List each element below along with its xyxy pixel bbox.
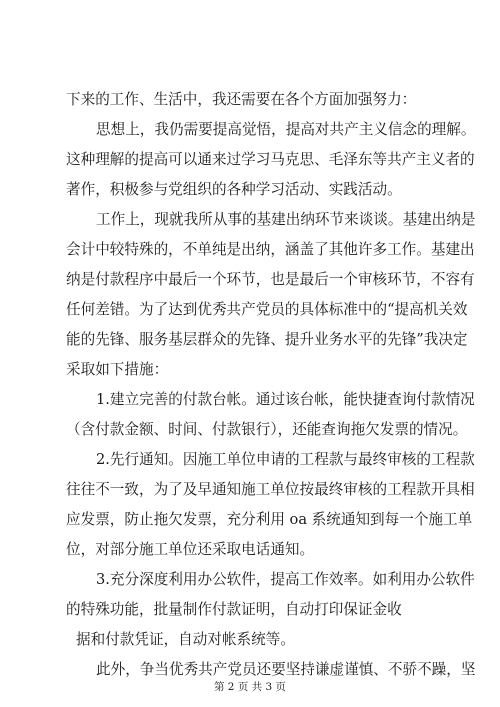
body-line: 采取如下措施： <box>66 361 169 378</box>
body-line: 的特殊功能，批量制作付款证明，自动打印保证金收 <box>66 601 402 618</box>
page-number-footer: 第 2 页 共 3 页 <box>213 681 287 693</box>
list-item-line: 2.先行通知。因施工单位申请的工程款与最终审核的工程款 <box>96 451 475 468</box>
body-line: 纳是付款程序中最后一个环节，也是最后一个审核环节，不容有 <box>66 271 475 288</box>
paragraph-line: 思想上，我仍需要提高觉悟，提高对共产主义信念的理解。 <box>96 121 476 138</box>
body-line: 据和付款凭证，自动对帐系统等。 <box>76 631 295 648</box>
body-line: 任何差错。为了达到优秀共产党员的具体标准中的“提高机关效 <box>66 301 468 318</box>
list-item-line: 1.建立完善的付款台帐。通过该台帐，能快捷查询付款情况 <box>96 391 475 408</box>
body-line: 位，对部分施工单位还采取电话通知。 <box>66 541 315 558</box>
body-line: 会计中较特殊的，不单纯是出纳，涵盖了其他许多工作。基建出 <box>66 241 475 258</box>
body-line: 应发票，防止拖欠发票，充分利用 oa 系统通知到每一个施工单 <box>66 511 473 528</box>
body-line: 能的先锋、服务基层群众的先锋、提升业务水平的先锋”我决定 <box>66 331 468 348</box>
body-line: 往往不一致，为了及早通知施工单位按最终审核的工程款开具相 <box>66 481 475 498</box>
paragraph-line: 此外，争当优秀共产党员还要坚持谦虚谨慎、不骄不躁，坚 <box>96 661 476 678</box>
body-line: 著作，积极参与党组织的各种学习活动、实践活动。 <box>66 181 402 198</box>
body-line: （含付款金额、时间、付款银行），还能查询拖欠发票的情况。 <box>66 421 468 438</box>
body-line: 下来的工作、生活中，我还需要在各个方面加强努力： <box>66 91 417 108</box>
paragraph-line: 工作上，现就我所从事的基建出纳环节来谈谈。基建出纳是 <box>96 211 476 228</box>
list-item-line: 3.充分深度利用办公软件，提高工作效率。如利用办公软件 <box>96 571 475 588</box>
body-line: 这种理解的提高可以通来过学习马克思、毛泽东等共产主义者的 <box>66 151 475 168</box>
